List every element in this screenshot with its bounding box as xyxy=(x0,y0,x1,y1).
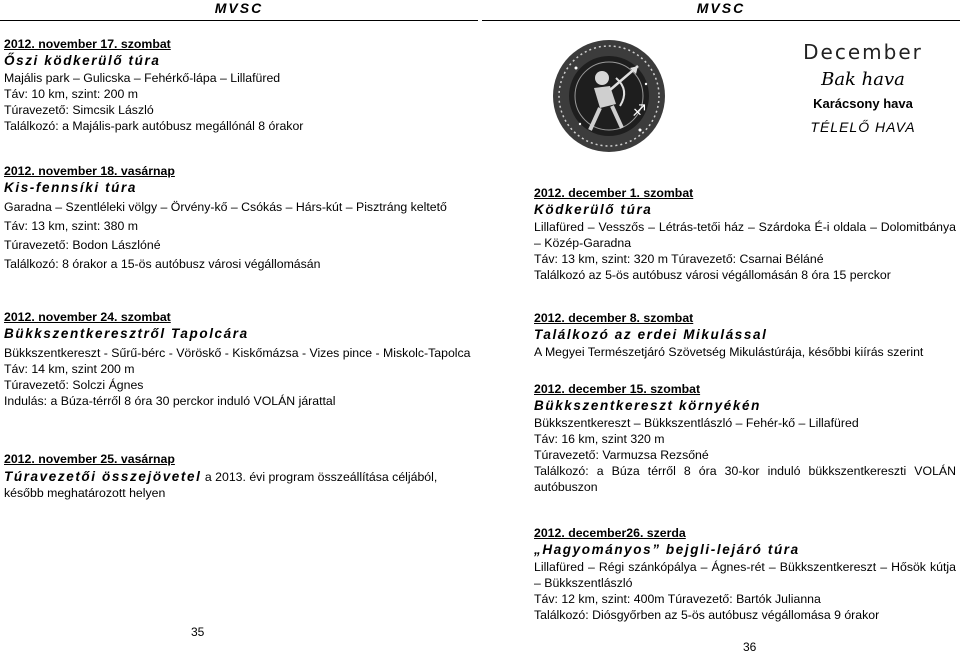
svg-text:♐: ♐ xyxy=(632,101,647,120)
event-block xyxy=(4,451,472,501)
event-detail: a 2013. évi program összeállítása céljából, később meghatározott helyen xyxy=(4,470,438,500)
event-title: Túravezetői összejövetel xyxy=(4,469,202,484)
month-names xyxy=(774,38,952,140)
event-detail: Bükkszentkereszt - Sűrű-bérc - Vöröskő - Kiskőmázsa - Vizes pince - Miskolc-Tapolca xyxy=(4,346,471,360)
month-name: December xyxy=(803,40,923,64)
event-detail: Táv: 13 km, szint: 320 m Túravezető: Csarnai Béláné xyxy=(534,252,824,266)
event-detail: Táv: 16 km, szint 320 m xyxy=(534,432,665,446)
event-title: „Hagyományos” bejgli-lejáró túra xyxy=(534,542,800,557)
event-title: Őszi ködkerülő túra xyxy=(4,53,161,68)
event-date: 2012. december 15. szombat xyxy=(534,382,701,396)
event-title: Bükkszentkereszt környékén xyxy=(534,398,761,413)
month-banner xyxy=(542,38,954,154)
event-block xyxy=(534,185,956,283)
page-header: MVSC xyxy=(0,0,478,21)
page-number: 35 xyxy=(191,625,205,639)
event-detail: Túravezető: Bodon Lászlóné xyxy=(4,238,161,252)
event-detail: Lillafüred – Vesszős – Létrás-tetői ház – Szárdoka É-i oldala – Dolomitbánya – Közép-Garadna xyxy=(534,220,956,250)
event-detail: Táv: 14 km, szint 200 m xyxy=(4,362,135,376)
month-christmas-name: Karácsony hava xyxy=(813,96,913,111)
event-title: Találkozó az erdei Mikulással xyxy=(534,327,768,342)
event-title: Bükkszentkeresztről Tapolcára xyxy=(4,326,249,341)
event-detail: A Megyei Természetjáró Szövetség Mikulástúrája, későbbi kiírás szerint xyxy=(534,345,924,359)
event-block xyxy=(534,525,956,623)
event-date: 2012. november 25. vasárnap xyxy=(4,452,175,466)
event-detail: Majális park – Gulicska – Fehérkő-lápa – Lillafüred xyxy=(4,71,281,85)
event-detail: Táv: 10 km, szint: 200 m xyxy=(4,87,138,101)
event-block xyxy=(534,310,956,360)
sagittarius-zodiac-emblem xyxy=(550,38,668,154)
event-detail: Túravezető: Simcsik László xyxy=(4,103,154,117)
event-block xyxy=(4,163,472,272)
event-block xyxy=(534,381,956,495)
event-date: 2012. november 18. vasárnap xyxy=(4,164,175,178)
event-title: Kis-fennsíki túra xyxy=(4,180,137,195)
event-detail: Táv: 13 km, szint: 380 m xyxy=(4,219,138,233)
month-old-name: Bak hava xyxy=(821,69,905,90)
event-detail: Táv: 12 km, szint: 400m Túravezető: Bartók Julianna xyxy=(534,592,821,606)
event-detail: Találkozó: Diósgyőrben az 5-ös autóbusz végállomása 9 órakor xyxy=(534,608,880,622)
event-detail: Találkozó: a Majális-park autóbusz megállónál 8 órakor xyxy=(4,119,304,133)
event-date: 2012. december26. szerda xyxy=(534,526,686,540)
right-page xyxy=(482,0,960,652)
event-detail: Túravezető: Varmuzsa Rezsőné xyxy=(534,448,709,462)
event-date: 2012. december 1. szombat xyxy=(534,186,694,200)
event-detail: Bükkszentkereszt – Bükkszentlászló – Fehér-kő – Lillafüred xyxy=(534,416,859,430)
event-block xyxy=(4,309,472,409)
event-detail: Lillafüred – Régi szánkópálya – Ágnes-rét – Bükkszentkereszt – Hősök kútja – Bükkszentlászló xyxy=(534,560,956,590)
event-detail: Találkozó az 5-ös autóbusz városi végállomásán 8 óra 15 perckor xyxy=(534,268,891,282)
event-detail: Garadna – Szentléleki völgy – Örvény-kő – Csókás – Hárs-kút – Pisztráng keltető xyxy=(4,200,447,214)
event-title: Ködkerülő túra xyxy=(534,202,653,217)
event-detail: Találkozó: 8 órakor a 15-ös autóbusz városi végállomásán xyxy=(4,257,321,271)
month-prewinter-name: TÉLELŐ HAVA xyxy=(810,119,916,135)
event-detail: Túravezető: Solczi Ágnes xyxy=(4,378,144,392)
page-number: 36 xyxy=(743,640,757,654)
page-header: MVSC xyxy=(482,0,960,21)
left-page xyxy=(0,0,478,652)
event-date: 2012. december 8. szombat xyxy=(534,311,694,325)
event-date: 2012. november 24. szombat xyxy=(4,310,171,324)
event-block xyxy=(4,36,472,134)
event-detail: Találkozó: a Búza térről 8 óra 30-kor induló bükkszentkereszti VOLÁN autóbuszon xyxy=(534,464,956,494)
event-detail: Indulás: a Búza-térről 8 óra 30 perckor induló VOLÁN járattal xyxy=(4,394,336,408)
event-date: 2012. november 17. szombat xyxy=(4,37,171,51)
